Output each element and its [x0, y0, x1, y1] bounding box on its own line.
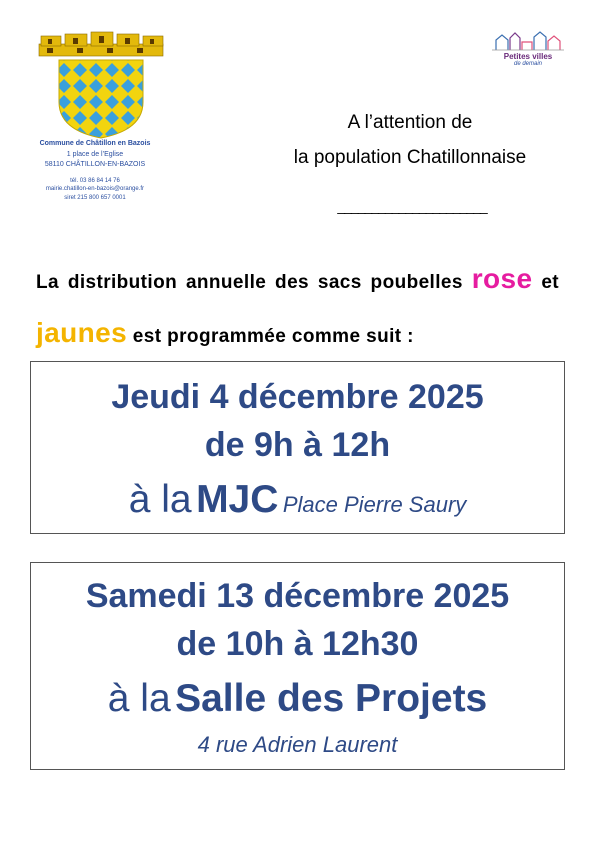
event1-box	[30, 361, 565, 534]
attention-line2: la population Chatillonnaise	[293, 147, 527, 168]
commune-phone: tél. 03 86 84 14 76	[70, 178, 120, 184]
intro-before: La distribution annuelle des sacs poubelles	[36, 272, 463, 293]
attention-line1: A l’attention de	[347, 112, 473, 133]
event1-location	[31, 478, 564, 522]
event2-time: de 10h à 12h30	[176, 625, 419, 663]
event1-place: Place Pierre Saury	[282, 492, 467, 517]
commune-email: mairie.chatillon-en-bazois@orange.fr	[45, 186, 145, 192]
event2-location	[31, 677, 564, 721]
commune-address-line1: 1 place de l’Eglise	[66, 151, 124, 158]
commune-siret: siret 215 800 657 0001	[64, 195, 126, 201]
word-jaunes: jaunes	[36, 317, 128, 349]
event2-at: à la	[107, 677, 171, 720]
event1-time: de 9h à 12h	[204, 426, 391, 464]
event1-venue: MJC	[196, 478, 279, 521]
petites-villes-name: Petites villes	[503, 52, 553, 61]
commune-address-line2: 58110 CHÂTILLON-EN-BAZOIS	[44, 161, 146, 168]
event1-at: à la	[128, 478, 192, 521]
attention-underline: ______________________	[337, 198, 487, 214]
word-rose: rose	[471, 263, 533, 294]
intro-and: et	[541, 272, 560, 293]
coat-of-arms-logo	[37, 30, 165, 140]
event1-date: Jeudi 4 décembre 2025	[111, 378, 484, 416]
event2-date: Samedi 13 décembre 2025	[85, 577, 510, 615]
petites-villes-tagline: de demain	[513, 61, 543, 67]
event2-box	[30, 562, 565, 770]
commune-name: Commune de Châtillon en Bazois	[39, 140, 151, 147]
event2-address: 4 rue Adrien Laurent	[197, 732, 398, 757]
intro-paragraph	[36, 252, 559, 360]
intro-after: est programmée comme suit :	[132, 326, 414, 348]
event2-venue: Salle des Projets	[175, 677, 488, 720]
